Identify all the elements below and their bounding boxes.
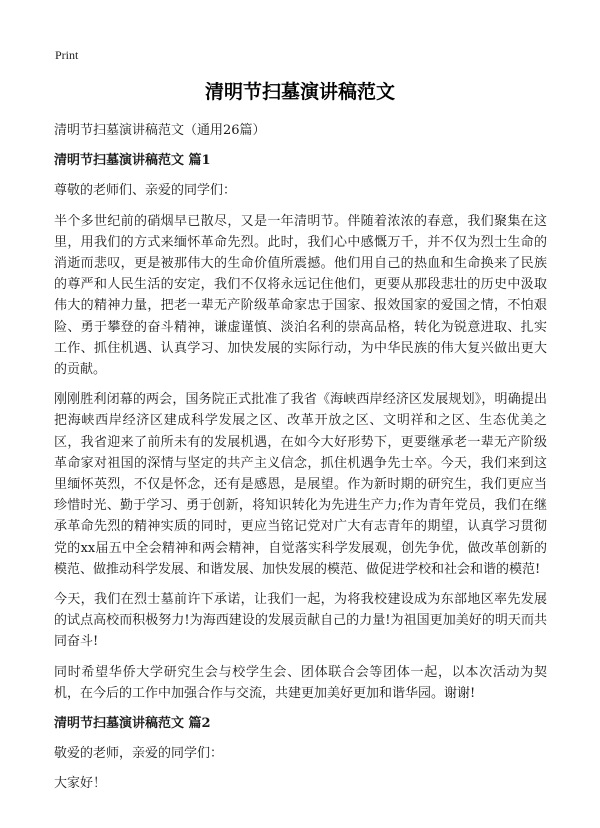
- paragraph-hello: 大家好！: [54, 776, 107, 792]
- print-link[interactable]: Print: [55, 48, 79, 62]
- paragraph: 刚刚胜利闭幕的两会，国务院正式批准了我省《海峡西岸经济区发展规划》，明确提出把海峡西岸经济区建成科学发展之区、改革开放之区、文明祥和之区、生态优美之区，我省迎来了前所未有的发展机遇，在如今大好形势下，更要继承老一辈无产阶级革命家对祖国的深情与坚定的共产主义信念，抓住机遇争先士卒。今天，我们来到这里缅怀英烈，不仅是怀念，还有是感恩，是展望。作为新时期的研究生，我们更应当珍惜时光、勤于学习、勇于创新，将知识转化为先进生产力;作为青年党员，我们在继承革命先烈的精神实质的同时，更应当铭记党对广大有志青年的期望，认真学习贯彻党的xx届五中全会精神和两会精神，自觉落实科学发展观，创先争优，做改革创新的模范、做推动科学发展、和谐发展、加快发展的模范、做促进学校和社会和谐的模范!: [54, 392, 547, 577]
- section-heading-1: 清明节扫墓演讲稿范文 篇1: [54, 153, 211, 169]
- paragraph: 今天，我们在烈士墓前许下承诺，让我们一起，为将我校建设成为东部地区率先发展的试点高校而积极努力!为海西建设的发展贡献自己的力量!为祖国更加美好的明天而共同奋斗!: [54, 592, 547, 650]
- paragraph: 同时希望华侨大学研究生会与校学生会、团体联合会等团体一起，以本次活动为契机，在今后的工作中加强合作与交流，共建更加美好更加和谐华园。谢谢!: [54, 664, 547, 701]
- section-heading-2: 清明节扫墓演讲稿范文 篇2: [54, 716, 211, 732]
- paragraph-greeting-2: 敬爱的老师，亲爱的同学们：: [54, 746, 224, 762]
- document-title: 清明节扫墓演讲稿范文: [204, 81, 395, 103]
- document-subtitle: 清明节扫墓演讲稿范文（通用26篇）: [54, 123, 266, 138]
- paragraph: 半个多世纪前的硝烟早已散尽，又是一年清明节。伴随着浓浓的春意，我们聚集在这里，用我们的方式来缅怀革命先烈。此时，我们心中感慨万千，并不仅为烈士生命的消逝而悲叹，更是被那伟大的生命价值所震撼。他们用自己的热血和生命换来了民族的尊严和人民生活的安定，我们不仅将永远记住他们，更要从那段悲壮的历史中汲取伟大的精神力量，把老一辈无产阶级革命家忠于国家、报效国家的爱国之情，不怕艰险、勇于攀登的奋斗精神，谦虚谨慎、淡泊名利的崇高品格，转化为锐意进取、扎实工作、抓住机遇、认真学习、加快发展的实际行动，为中华民族的伟大复兴做出更大的贡献。: [54, 213, 547, 378]
- document-body: [54, 120, 547, 804]
- paragraph-greeting-1: 尊敬的老师们、亲爱的同学们：: [54, 183, 237, 199]
